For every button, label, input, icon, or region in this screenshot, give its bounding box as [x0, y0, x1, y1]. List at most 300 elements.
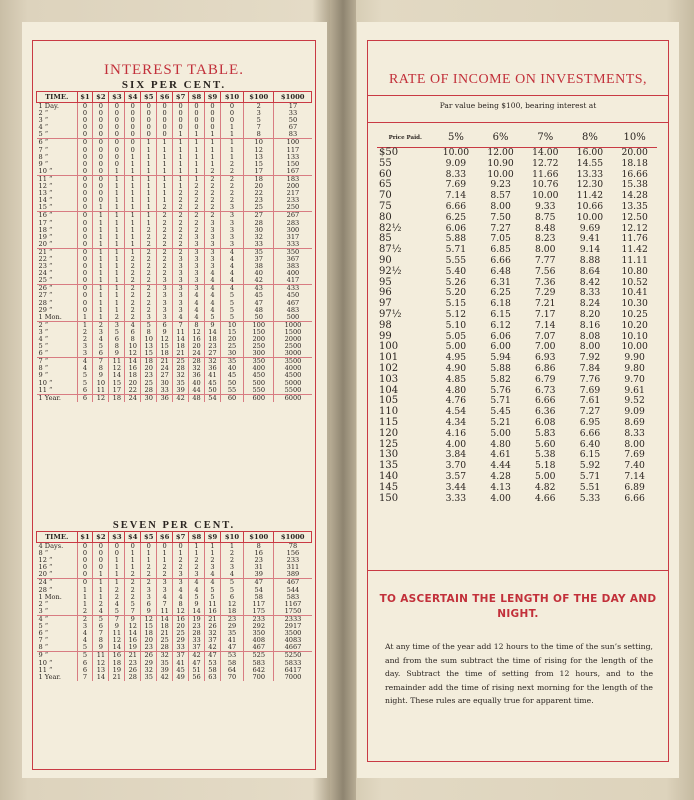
- table-row: [37, 343, 312, 350]
- seven-percent-section: [36, 520, 312, 681]
- table-cell: 292: [244, 623, 274, 630]
- table-cell: 20: [244, 183, 274, 190]
- table-row: [377, 494, 657, 505]
- six-header-cell: $100: [244, 92, 274, 103]
- table-cell: 3: [189, 277, 205, 285]
- table-cell: 23: [244, 197, 274, 204]
- row-label: 18 “: [38, 225, 53, 234]
- row-label: $50: [379, 147, 399, 158]
- table-row: [37, 212, 312, 220]
- table-cell: 217: [274, 190, 312, 197]
- table-row: [37, 380, 312, 387]
- table-cell: 43: [244, 285, 274, 293]
- table-cell: 4: [189, 314, 205, 322]
- table-cell: 5: [220, 587, 243, 594]
- table-cell: 300: [274, 227, 312, 234]
- table-cell: 1: [205, 131, 221, 139]
- table-cell: 1: [93, 234, 109, 241]
- table-cell: 5: [220, 307, 243, 314]
- table-cell: 4: [93, 336, 109, 343]
- table-cell: 6.08: [535, 416, 556, 428]
- table-cell: 0: [77, 292, 93, 299]
- row-label: 6 “: [38, 349, 49, 358]
- row-label: 3 “: [38, 606, 49, 615]
- table-cell: 1: [220, 543, 243, 551]
- table-cell: 48: [189, 394, 205, 402]
- table-cell: 450: [274, 292, 312, 299]
- row-label: 27 “: [38, 291, 53, 300]
- table-cell: 6.18: [490, 298, 511, 310]
- table-cell: 33: [173, 644, 189, 652]
- table-cell: 408: [244, 637, 274, 644]
- table-cell: 1: [125, 212, 141, 220]
- table-cell: 7.69: [445, 179, 467, 191]
- table-cell: 1: [125, 557, 141, 564]
- table-cell: 0: [77, 175, 93, 183]
- table-cell: 0: [173, 543, 189, 551]
- rate-header-cell: Price Paid.: [377, 130, 434, 148]
- table-cell: 1: [93, 292, 109, 299]
- table-cell: 2000: [274, 336, 312, 343]
- table-cell: 2: [157, 248, 173, 256]
- table-cell: 20.00: [621, 147, 648, 158]
- table-cell: 47: [205, 652, 221, 660]
- table-cell: 3: [173, 285, 189, 293]
- row-label: 7 “: [38, 636, 49, 645]
- table-cell: 8: [93, 637, 109, 644]
- row-label: 11 “: [37, 175, 78, 183]
- table-row: [377, 224, 657, 235]
- table-cell: 7.14: [624, 470, 645, 482]
- table-cell: 6.31: [490, 276, 511, 288]
- table-cell: 583: [244, 660, 274, 667]
- table-cell: 33: [244, 241, 274, 249]
- table-cell: 6.66: [579, 427, 601, 439]
- table-cell: 3: [205, 234, 221, 241]
- table-cell: 7.14: [445, 190, 467, 202]
- table-cell: 0: [93, 183, 109, 190]
- table-cell: 0: [77, 212, 93, 220]
- table-cell: 11: [109, 358, 125, 366]
- table-cell: 5: [220, 292, 243, 299]
- table-cell: 22: [244, 190, 274, 197]
- table-cell: 1: [173, 161, 189, 168]
- table-cell: 2: [220, 161, 243, 168]
- table-cell: 1: [125, 550, 141, 557]
- row-label: 60: [379, 168, 392, 180]
- table-cell: 9: [205, 321, 221, 329]
- table-cell: 1: [109, 227, 125, 234]
- table-cell: 10.25: [621, 308, 648, 320]
- table-cell: 0: [93, 168, 109, 176]
- table-row: [37, 131, 312, 139]
- table-cell: 1: [109, 241, 125, 249]
- table-cell: 0: [157, 110, 173, 117]
- table-cell: 2: [189, 227, 205, 234]
- table-cell: 11: [109, 630, 125, 637]
- table-cell: 3: [189, 571, 205, 579]
- table-cell: 3: [220, 241, 243, 249]
- table-cell: 1: [189, 168, 205, 176]
- table-cell: 25: [157, 637, 173, 644]
- table-row: [37, 336, 312, 343]
- table-cell: 2: [157, 564, 173, 571]
- table-cell: 63: [205, 674, 221, 681]
- table-row: [37, 220, 312, 227]
- row-label: 4 “: [37, 615, 78, 623]
- table-cell: 4: [220, 248, 243, 256]
- table-row: [37, 644, 312, 652]
- row-label: 8 “: [38, 152, 49, 161]
- table-cell: 2500: [274, 343, 312, 350]
- table-cell: 0: [109, 110, 125, 117]
- table-row: [377, 213, 657, 224]
- table-cell: 0: [77, 103, 93, 111]
- seven-header-cell: $10: [220, 532, 243, 543]
- table-cell: 500: [274, 314, 312, 322]
- table-cell: 0: [125, 124, 141, 131]
- table-cell: 35: [157, 660, 173, 667]
- table-cell: 0: [157, 117, 173, 124]
- table-cell: 5: [205, 587, 221, 594]
- table-row: [37, 161, 312, 168]
- table-cell: 3: [220, 204, 243, 212]
- rate-header-cell: 7%: [523, 130, 568, 148]
- table-cell: 1: [109, 190, 125, 197]
- table-cell: 5: [109, 608, 125, 616]
- table-cell: 1: [93, 285, 109, 293]
- table-row: [377, 170, 657, 181]
- table-cell: 5833: [274, 660, 312, 667]
- table-cell: 1: [173, 131, 189, 139]
- table-cell: 50: [220, 380, 243, 387]
- table-row: [37, 630, 312, 637]
- table-cell: 400: [274, 270, 312, 277]
- table-cell: 12: [220, 601, 243, 608]
- table-cell: 2: [205, 557, 221, 564]
- table-cell: 2: [125, 587, 141, 594]
- table-cell: 17: [274, 103, 312, 111]
- six-percent-table: [36, 91, 312, 402]
- table-row: [377, 429, 657, 440]
- table-cell: 5: [189, 594, 205, 601]
- table-cell: 467: [274, 579, 312, 587]
- table-cell: 40: [244, 270, 274, 277]
- table-cell: 10.52: [621, 276, 648, 288]
- table-cell: 6000: [274, 394, 312, 402]
- table-cell: 1: [157, 175, 173, 183]
- table-cell: 9.23: [490, 179, 511, 191]
- row-label: 70: [379, 190, 392, 202]
- table-cell: 0: [220, 117, 243, 124]
- table-cell: 11: [157, 608, 173, 616]
- table-cell: 5.94: [490, 352, 511, 364]
- table-cell: 0: [77, 248, 93, 256]
- table-row: [37, 139, 312, 147]
- table-cell: 6.85: [490, 244, 511, 256]
- table-cell: 1: [173, 139, 189, 147]
- table-cell: 6.95: [579, 416, 601, 428]
- row-label: 22 “: [38, 254, 53, 263]
- table-cell: 2: [173, 220, 189, 227]
- table-cell: 15: [141, 623, 157, 630]
- table-row: [37, 608, 312, 616]
- table-cell: 5.40: [445, 265, 467, 277]
- six-header-cell: $10: [220, 92, 243, 103]
- table-cell: 30: [244, 227, 274, 234]
- table-cell: 8.00: [624, 438, 645, 450]
- seven-header-cell: $5: [141, 532, 157, 543]
- table-cell: 1: [93, 579, 109, 587]
- table-cell: 29: [220, 623, 243, 630]
- row-label: 10 “: [38, 166, 53, 175]
- table-cell: 11: [93, 387, 109, 395]
- table-cell: 2333: [274, 615, 312, 623]
- table-cell: 1: [189, 131, 205, 139]
- table-cell: 5: [205, 594, 221, 601]
- table-cell: 1: [205, 139, 221, 147]
- table-cell: 3: [157, 285, 173, 293]
- table-cell: 23: [189, 623, 205, 630]
- table-cell: 3: [220, 564, 243, 571]
- seven-header-cell: $1000: [274, 532, 312, 543]
- table-row: [37, 652, 312, 660]
- table-cell: 25: [173, 358, 189, 366]
- table-cell: 31: [244, 564, 274, 571]
- table-cell: 15: [244, 161, 274, 168]
- table-cell: 32: [189, 365, 205, 372]
- table-cell: 2: [157, 227, 173, 234]
- table-cell: 1: [125, 168, 141, 176]
- table-cell: 2: [141, 270, 157, 277]
- table-cell: 3: [141, 587, 157, 594]
- table-cell: 3: [220, 234, 243, 241]
- table-cell: 41: [220, 637, 243, 644]
- table-row: [37, 674, 312, 681]
- table-cell: 1: [109, 277, 125, 285]
- table-cell: 4: [220, 277, 243, 285]
- table-cell: 25: [220, 343, 243, 350]
- six-header-cell: $5: [141, 92, 157, 103]
- table-cell: 1: [157, 168, 173, 176]
- table-row: [37, 147, 312, 154]
- table-cell: 8: [244, 543, 274, 551]
- table-cell: 3: [173, 579, 189, 587]
- table-row: [37, 365, 312, 372]
- table-cell: 33: [189, 637, 205, 644]
- table-cell: 450: [244, 372, 274, 379]
- table-cell: 9: [93, 644, 109, 652]
- table-cell: 2: [125, 579, 141, 587]
- row-label: 6 “: [37, 139, 78, 147]
- table-cell: 4000: [274, 365, 312, 372]
- table-cell: 6.48: [490, 265, 511, 277]
- table-cell: 14: [173, 336, 189, 343]
- table-cell: 14.28: [621, 190, 648, 202]
- table-cell: 5.82: [490, 373, 511, 385]
- table-cell: 27: [157, 372, 173, 379]
- table-cell: 283: [274, 220, 312, 227]
- table-cell: 14: [157, 615, 173, 623]
- table-cell: 0: [125, 543, 141, 551]
- table-cell: 3: [220, 220, 243, 227]
- table-cell: 233: [244, 615, 274, 623]
- table-cell: 9.52: [624, 395, 645, 407]
- row-label: 1 Year.: [37, 394, 78, 402]
- table-cell: 0: [93, 154, 109, 161]
- table-cell: 36: [157, 394, 173, 402]
- table-cell: 27: [244, 212, 274, 220]
- seven-percent-table: [36, 531, 312, 681]
- table-cell: 25: [244, 204, 274, 212]
- table-cell: 1: [205, 147, 221, 154]
- table-cell: 8: [93, 365, 109, 372]
- table-cell: 11: [173, 329, 189, 336]
- row-label: 12 “: [38, 182, 53, 191]
- table-cell: 5.21: [490, 416, 511, 428]
- table-cell: 0: [125, 110, 141, 117]
- table-cell: 12: [173, 608, 189, 616]
- table-row: [37, 248, 312, 256]
- table-cell: 1000: [274, 321, 312, 329]
- table-cell: 1: [220, 154, 243, 161]
- table-cell: 0: [77, 168, 93, 176]
- six-header-cell: $6: [157, 92, 173, 103]
- table-cell: 0: [109, 103, 125, 111]
- table-cell: 4.61: [490, 449, 511, 461]
- table-cell: 5: [77, 644, 93, 652]
- table-cell: 26: [125, 667, 141, 674]
- table-cell: 6: [77, 387, 93, 395]
- table-row: [37, 124, 312, 131]
- table-cell: 40: [220, 365, 243, 372]
- table-cell: 1: [157, 154, 173, 161]
- table-cell: 7.56: [535, 265, 556, 277]
- table-cell: 2: [141, 564, 157, 571]
- table-cell: 0: [77, 110, 93, 117]
- table-cell: 10.66: [576, 200, 604, 212]
- table-cell: 40: [189, 380, 205, 387]
- table-cell: 8: [244, 131, 274, 139]
- table-cell: 35: [173, 380, 189, 387]
- table-cell: 0: [141, 117, 157, 124]
- table-cell: 7.84: [579, 362, 601, 374]
- table-cell: 9: [157, 329, 173, 336]
- seven-header-cell: $9: [205, 532, 221, 543]
- table-cell: 0: [77, 183, 93, 190]
- table-cell: 1: [220, 131, 243, 139]
- table-cell: 0: [93, 543, 109, 551]
- table-cell: 5.45: [490, 406, 511, 418]
- six-percent-subtitle: SIX PER CENT.: [121, 79, 227, 91]
- row-label: 9 “: [38, 159, 49, 168]
- left-page: [22, 22, 327, 778]
- table-row: [37, 350, 312, 358]
- row-label: 23 “: [38, 262, 53, 271]
- six-header-cell: $8: [189, 92, 205, 103]
- table-cell: 28: [157, 644, 173, 652]
- table-cell: 1: [220, 139, 243, 147]
- table-cell: 20: [125, 380, 141, 387]
- table-cell: 5: [141, 321, 157, 329]
- table-row: [377, 180, 657, 191]
- table-cell: 317: [274, 234, 312, 241]
- table-cell: 1: [109, 571, 125, 579]
- table-cell: 3: [189, 263, 205, 270]
- table-cell: 0: [141, 124, 157, 131]
- six-header-cell: $7: [173, 92, 189, 103]
- rate-header-cell: 5%: [434, 130, 479, 148]
- table-cell: 1: [173, 147, 189, 154]
- table-cell: 1: [220, 124, 243, 131]
- table-cell: 14: [205, 329, 221, 336]
- table-cell: 10: [125, 343, 141, 350]
- table-cell: 0: [77, 161, 93, 168]
- table-cell: 2: [189, 197, 205, 204]
- table-cell: 0: [125, 117, 141, 124]
- table-cell: 1167: [274, 601, 312, 608]
- table-cell: 3: [244, 110, 274, 117]
- table-cell: 18: [205, 336, 221, 343]
- table-row: [37, 190, 312, 197]
- table-cell: 13: [93, 667, 109, 674]
- table-cell: 70: [220, 674, 243, 681]
- table-cell: 200: [244, 336, 274, 343]
- table-cell: 3: [157, 314, 173, 322]
- table-cell: 2: [173, 248, 189, 256]
- table-cell: 2: [141, 241, 157, 249]
- table-cell: 383: [274, 263, 312, 270]
- table-cell: 2: [157, 241, 173, 249]
- table-cell: 6: [220, 594, 243, 601]
- table-cell: 4: [205, 285, 221, 293]
- table-cell: 3000: [274, 350, 312, 358]
- table-cell: 12.12: [621, 222, 648, 234]
- table-cell: 642: [244, 667, 274, 674]
- table-cell: 7.07: [535, 330, 556, 342]
- table-row: [37, 329, 312, 336]
- table-cell: 2: [125, 263, 141, 270]
- table-cell: 4: [205, 277, 221, 285]
- table-cell: 3: [157, 307, 173, 314]
- table-cell: 1: [157, 183, 173, 190]
- row-label: 103: [379, 373, 399, 385]
- table-cell: 6.40: [579, 438, 601, 450]
- row-label: 80: [379, 211, 392, 223]
- table-cell: 2: [109, 314, 125, 322]
- table-cell: 367: [274, 256, 312, 263]
- table-row: [377, 461, 657, 472]
- table-cell: 7.69: [579, 384, 601, 396]
- table-cell: 1: [109, 175, 125, 183]
- table-cell: 1: [93, 263, 109, 270]
- table-cell: 1: [173, 168, 189, 176]
- row-label: 101: [379, 352, 399, 364]
- row-label: 16 “: [37, 212, 78, 220]
- table-cell: 5: [205, 314, 221, 322]
- table-row: [377, 321, 657, 332]
- table-cell: 200: [274, 183, 312, 190]
- table-cell: 47: [244, 579, 274, 587]
- table-row: [377, 483, 657, 494]
- seven-header-cell: TIME.: [37, 532, 78, 543]
- rate-header-cell: 6%: [478, 130, 523, 148]
- rate-header-cell: 8%: [568, 130, 613, 148]
- table-cell: 2: [220, 168, 243, 176]
- row-label: 6 “: [38, 629, 49, 638]
- table-cell: 11: [93, 652, 109, 660]
- table-cell: 14: [125, 358, 141, 366]
